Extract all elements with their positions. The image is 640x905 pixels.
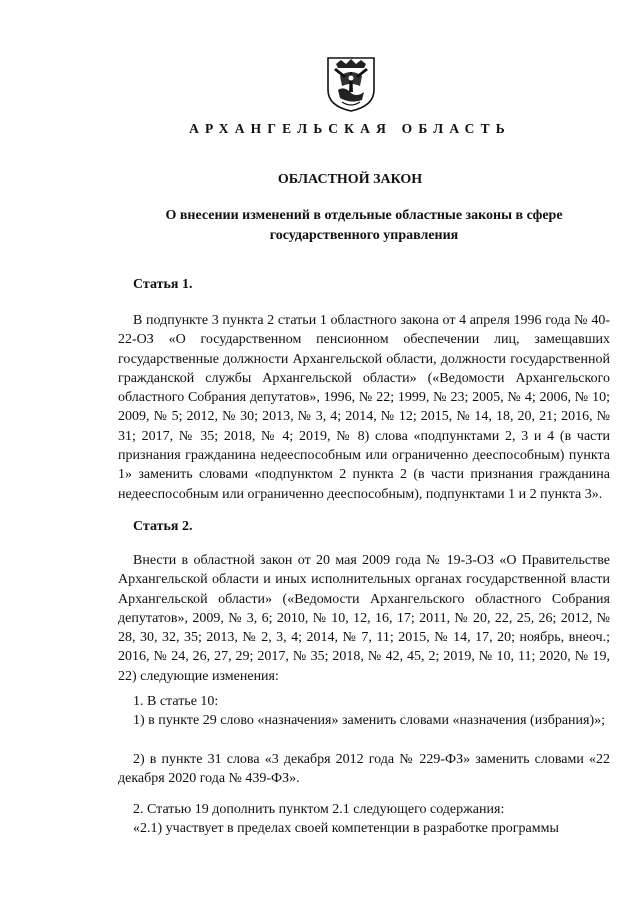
article-1-text: В подпункте 3 пункта 2 статьи 1 областного закона от 4 апреля 1996 года № 40-22-ОЗ «О государственном пенсионном обеспечении лиц, замещавших государственные должности Архангельской области, должности государственной гражданской службы Архангельской области» («Ведомости Архангельского областного Собрания депутатов», 1996, № 22; 1999, № 23; 2005, № 4; 2006, № 10; 2009, № 5; 2012, № 30; 2013, № 3, 4; 2014, № 12; 2015, № 14, 18, 20, 21; 2016, № 31; 2017, № 35; 2018, № 4; 2019, № 8) слова «подпунктами 2, 3 и 4 (в части признания гражданина недееспособным или ограниченно дееспособным) пункта 1» заменить словами «подпунктом 2 пункта 2 (в части признания гражданина недееспособным или ограниченно дееспособным), подпунктами 1 и 2 пункта 3». — [118, 313, 610, 502]
region-name: АРХАНГЕЛЬСКАЯ ОБЛАСТЬ — [189, 121, 511, 136]
article-2-intro: Внести в областной закон от 20 мая 2009 года № 19-3-ОЗ «О Правительстве Архангельской области и иных исполнительных органах государственной власти Архангельской области» («Ведомости Архангельского областного Собрания депутатов», 2009, № 3, 6; 2010, № 10, 12, 16, 17; 2011, № 20, 22, 25, 26; 2012, № 28, 30, 32, 35; 2013, № 2, 3, 4; 2014, № 7, 11; 2015, № 14, 17, 20; ноябрь, внеоч.; 2016, № 24, 26, 27, 29; 2017, № 35; 2018, № 42, 45, 2; 2019, № 10, 11; 2020, № 19, 22) следующие изменения: — [118, 553, 610, 684]
coat-of-arms-icon — [326, 56, 376, 112]
article-2-item-1-title: 1. В статье 10: — [133, 694, 219, 709]
article-2-item-1-2: 2) в пункте 31 слова «3 декабря 2012 года № 229-ФЗ» заменить словами «22 декабря 2020 года № 439-ФЗ». — [118, 752, 610, 787]
law-title: О внесении изменений в отдельные областные законы в сфере государственного управления — [165, 208, 563, 243]
article-2-heading: Статья 2. — [133, 519, 193, 534]
article-2-item-2-text: «2.1) участвует в пределах своей компетенции в разработке программы — [133, 821, 559, 836]
article-2-item-1-1: 1) в пункте 29 слово «назначения» заменить словами «назначения (избрания)»; — [133, 713, 606, 728]
law-type: ОБЛАСТНОЙ ЗАКОН — [277, 172, 423, 187]
article-1-heading: Статья 1. — [133, 277, 193, 292]
article-2-item-2-title: 2. Статью 19 дополнить пунктом 2.1 следующего содержания: — [133, 802, 505, 817]
